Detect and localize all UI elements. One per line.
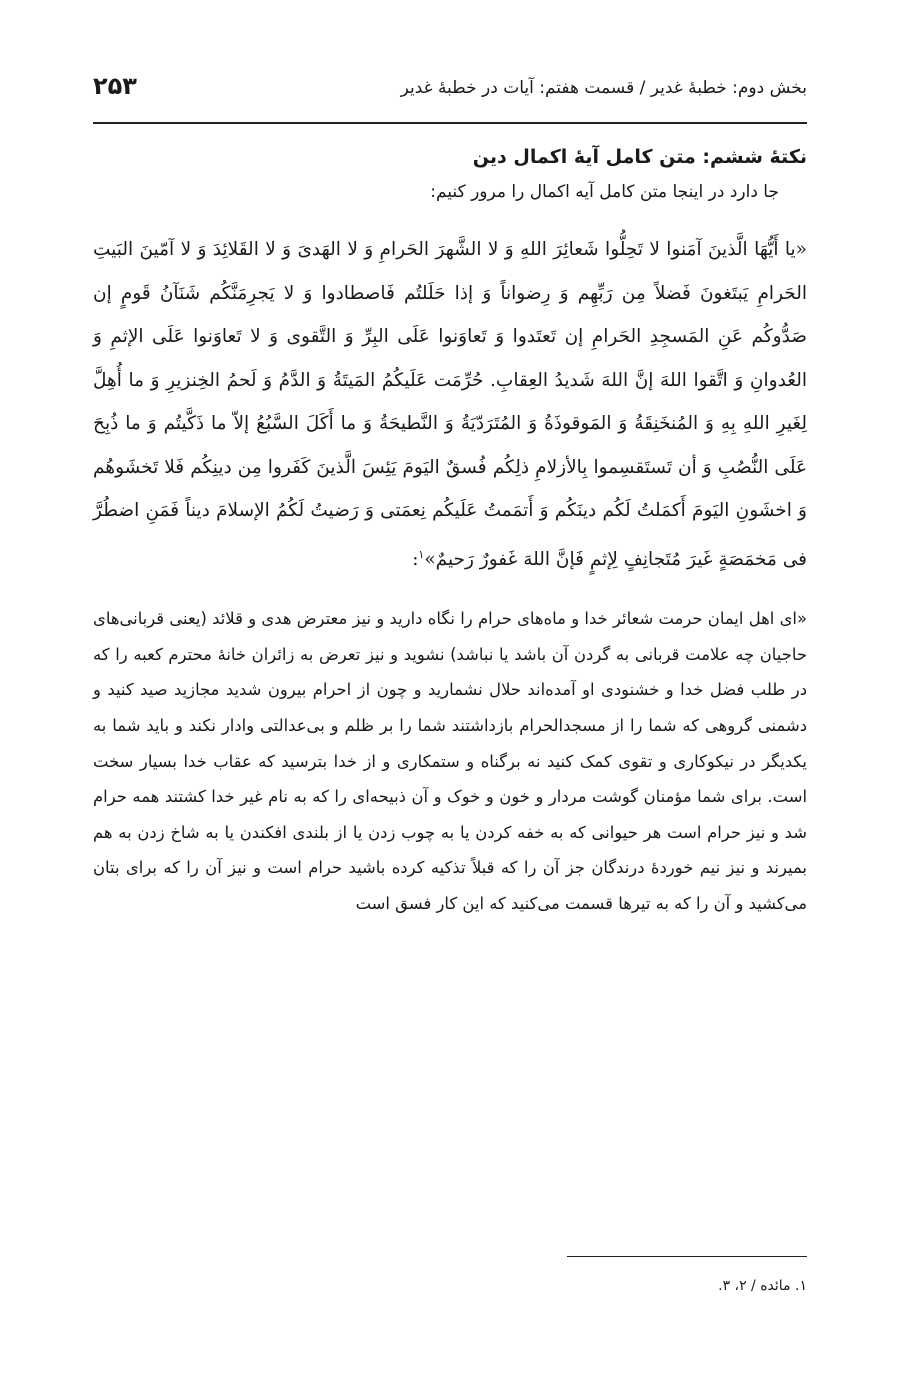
page-header: [93, 70, 807, 124]
page-number: ۲۵۳: [93, 72, 137, 100]
verse-paragraph: [93, 228, 807, 581]
running-head: بخش دوم: خطبۀ غدیر / قسمت هفتم: آیات در خطبۀ غدیر: [400, 78, 807, 98]
main-content: [93, 140, 807, 922]
intro-paragraph: جا دارد در اینجا متن کامل آیه اکمال را مرور کنیم:: [430, 182, 779, 202]
footnote-divider: [567, 1256, 807, 1257]
translation-paragraph: «ای اهل ایمان حرمت شعائر خدا و ماه‌های حرام را نگاه دارید و نیز معترض هدی و قلائد (یعنی قربانی‌های حاجیان چه علامت قربانی به گردن آن باشد یا نباشد) نشوید و نیز تعرض به زائران خانۀ محترم کعبه را که در طلب فضل خدا و خشنودی او آمده‌اند حلال نشمارید و چون از احرام بیرون شدید مجازید صید کنید و دشمنی گروهی که شما را از مسجدالحرام بازداشتند شما را بر ظلم و بی‌عدالتی وادار نکند و باید شما به یکدیگر در نیکوکاری و تقوی کمک کنید نه برگناه و ستمکاری و از خدا بترسید که عقاب خدا بسیار سخت است. برای شما مؤمنان گوشت مردار و خون و خوک و آن ذبیحه‌ای را که به نام غیر خدا کشتند همه حرام شد و نیز حرام است هر حیوانی که به خفه کردن یا به چوب زدن یا از بلندی افکندن یا به شاخ زدن به هم بمیرند و نیز نیم خوردۀ درندگان جز آن را که قبلاً تذکیه کرده باشید حرام است و نیز آن را که برای بتان می‌کشید و آن را که به تیرها قسمت می‌کنید که این کار فسق است: [93, 609, 807, 913]
verse-arabic-text: «یا أَیُّهَا الَّذینَ آمَنوا لا تَحِلُّوا شَعائِرَ اللهِ وَ لا الشَّهرَ الحَرامِ وَ لا الهَدیَ وَ لا القَلائِدَ وَ لا آمّینَ البَیتِ الحَرامِ یَبتَغونَ فَضلاً مِن رَبِّهِم وَ رِضواناً وَ إذا حَلَلتُم فَاصطادوا وَ لا یَجرِمَنَّکُم شَنَآنُ قَومٍ إن صَدُّوکُم عَنِ المَسجِدِ الحَرامِ إن تَعتَدوا وَ تَعاوَنوا عَلَی البِرِّ وَ التَّقوی وَ لا تَعاوَنوا عَلَی الإثمِ وَ العُدوانِ وَ اتَّقوا اللهَ إنَّ اللهَ شَدیدُ العِقابِ. حُرِّمَت عَلَیکُمُ المَیتَةُ وَ الدَّمُ وَ لَحمُ الخِنزیرِ وَ ما أُهِلَّ لِغَیرِ اللهِ بِهِ وَ المُنخَنِقَةُ وَ المَوقوذَةُ وَ المُتَرَدّیَةُ وَ النَّطیحَةُ وَ ما أَکَلَ السَّبُعُ إلاّ ما ذَکَّیتُم وَ ما ذُبِحَ عَلَی النُّصُبِ وَ أن تَستَقسِموا بِالأزلامِ ذلِکُم فُسقٌ الیَومَ یَئِسَ الَّذینَ کَفَروا مِن دینِکُم فَلا تَخشَوهُم وَ اخشَونِ الیَومَ أَکمَلتُ لَکُم دینَکُم وَ أَتمَمتُ عَلَیکُم نِعمَتی وَ رَضیتُ لَکُمُ الإسلامَ دیناً فَمَنِ اضطُرَّ فی مَخمَصَةٍ غَیرَ مُتَجانِفٍ لِإثمٍ فَإنَّ اللهَ غَفورٌ رَحیمٌ»: [93, 239, 807, 570]
footnote-reference[interactable]: ۱: [418, 547, 425, 561]
footnote: ۱. مائده / ۲، ۳.: [718, 1278, 807, 1294]
section-title: نکتۀ ششم: متن کامل آیۀ اکمال دین: [472, 146, 807, 168]
verse-trailing-colon: :: [412, 548, 419, 570]
